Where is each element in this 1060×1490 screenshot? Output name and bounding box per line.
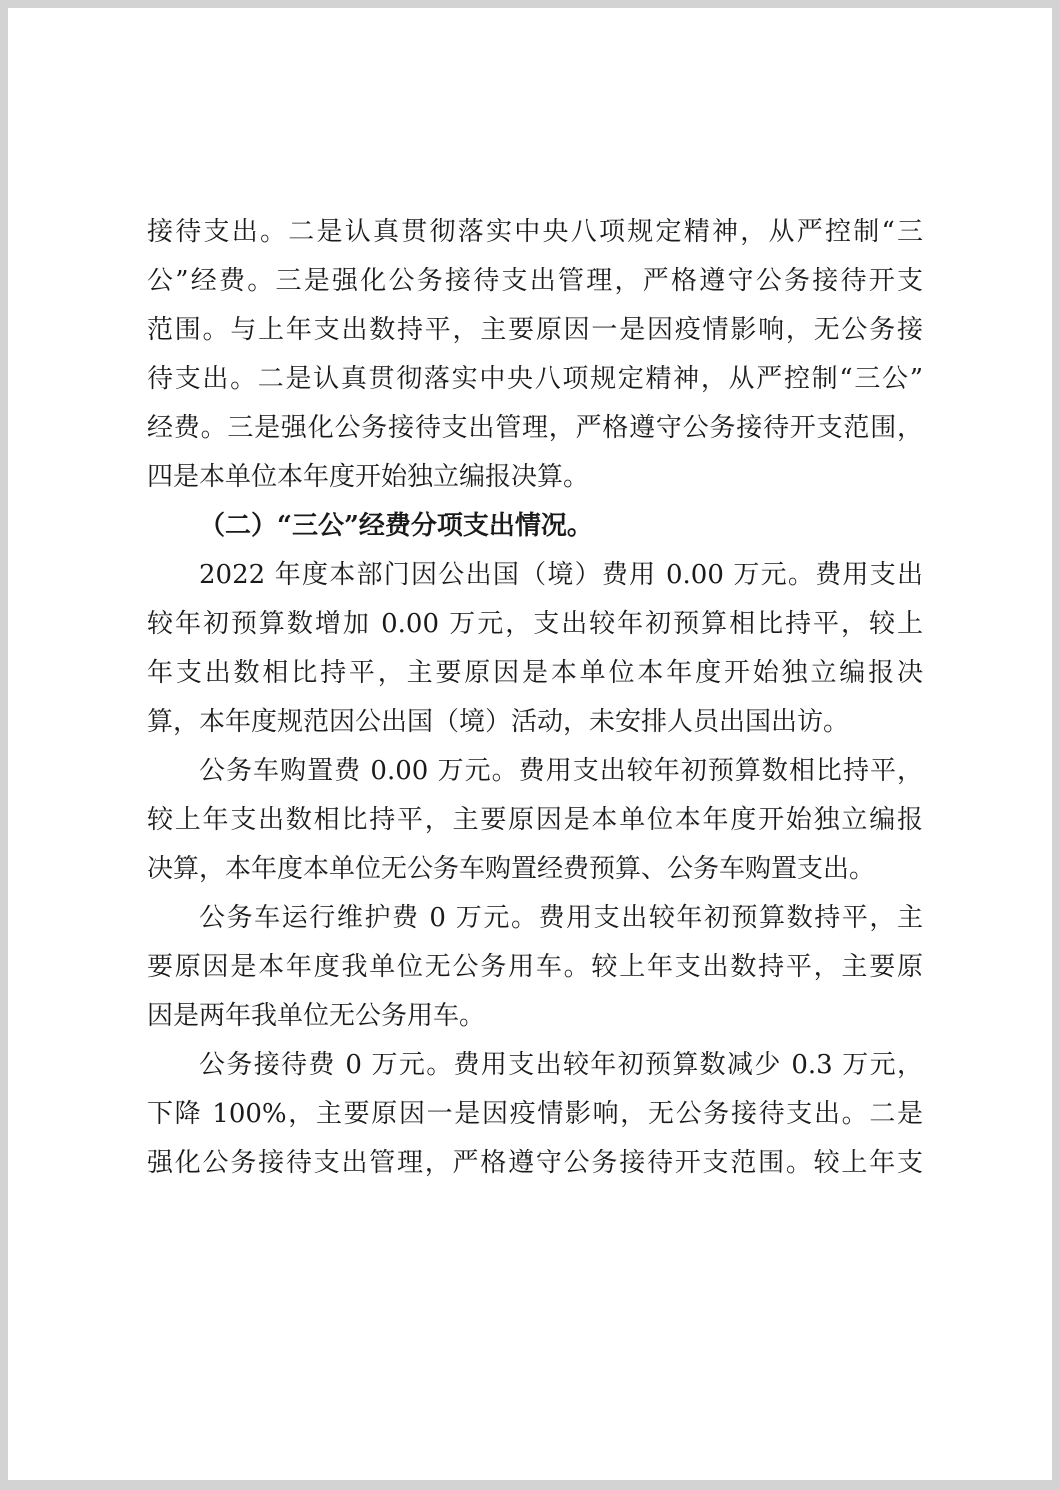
text-line: 强化公务接待支出管理，严格遵守公务接待开支范围。较上年支 <box>147 1148 923 1178</box>
paragraph-vehicle-operation <box>147 894 923 1041</box>
text-line: 公务车运行维护费 0 万元。费用支出较年初预算数持平，主 <box>199 903 923 933</box>
section-heading <box>147 502 923 551</box>
text-line: 公务车购置费 0.00 万元。费用支出较年初预算数相比持平， <box>199 756 923 786</box>
text-line: 范围。与上年支出数持平，主要原因一是因疫情影响，无公务接 <box>147 315 923 345</box>
text-line: 下降 100%，主要原因一是因疫情影响，无公务接待支出。二是 <box>147 1099 923 1129</box>
text-line: 经费。三是强化公务接待支出管理，严格遵守公务接待开支范围， <box>147 413 923 443</box>
text-line: 算，本年度规范因公出国（境）活动，未安排人员出国出访。 <box>147 707 850 737</box>
text-line: 要原因是本年度我单位无公务用车。较上年支出数持平，主要原 <box>147 952 923 982</box>
text-line: 公”经费。三是强化公务接待支出管理，严格遵守公务接待开支 <box>147 266 923 296</box>
text-line: 年支出数相比持平，主要原因是本单位本年度开始独立编报决 <box>147 658 923 688</box>
document-body <box>147 208 923 1188</box>
text-line: 2022 年度本部门因公出国（境）费用 0.00 万元。费用支出 <box>199 560 923 590</box>
text-line: 四是本单位本年度开始独立编报决算。 <box>147 462 590 492</box>
text-line: 待支出。二是认真贯彻落实中央八项规定精神，从严控制“三公” <box>147 364 923 394</box>
text-line: 因是两年我单位无公务用车。 <box>147 1001 486 1031</box>
text-line: 接待支出。二是认真贯彻落实中央八项规定精神，从严控制“三 <box>147 217 923 247</box>
text-line: 公务接待费 0 万元。费用支出较年初预算数减少 0.3 万元， <box>199 1050 923 1080</box>
text-line: 决算，本年度本单位无公务车购置经费预算、公务车购置支出。 <box>147 854 876 884</box>
heading-text: （二）“三公”经费分项支出情况。 <box>199 511 593 541</box>
text-line: 较上年支出数相比持平，主要原因是本单位本年度开始独立编报 <box>147 805 923 835</box>
text-line: 较年初预算数增加 0.00 万元，支出较年初预算相比持平，较上 <box>147 609 923 639</box>
paragraph-reception <box>147 1041 923 1188</box>
paragraph-overseas-travel <box>147 551 923 747</box>
paragraph-vehicle-purchase <box>147 747 923 894</box>
document-page <box>8 8 1052 1480</box>
paragraph-continuation <box>147 208 923 502</box>
